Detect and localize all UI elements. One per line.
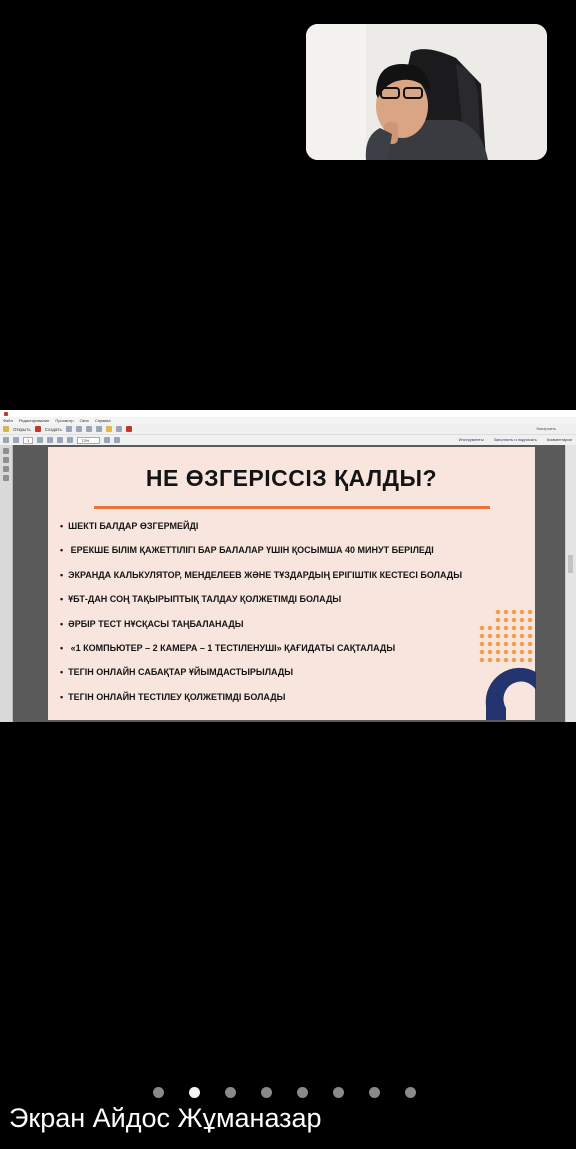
menu-file[interactable]: Файл [3, 418, 13, 423]
participant-name: Экран Айдос Жұманазар [9, 1103, 322, 1133]
gear-icon[interactable] [96, 426, 102, 432]
deco-dot [520, 626, 525, 631]
deco-dot [512, 618, 517, 623]
open-button[interactable]: Открыть [13, 426, 31, 432]
deco-dot [496, 618, 501, 623]
deco-dot [520, 618, 525, 623]
scrollbar-thumb[interactable] [568, 555, 573, 573]
deco-dot [496, 642, 501, 647]
stamp-icon[interactable] [116, 426, 122, 432]
bullet-item: • ТЕГІН ОНЛАЙН ТЕСТІЛЕУ ҚОЛЖЕТІМДІ БОЛАДЫ [60, 690, 462, 714]
bullet-item: • ЭКРАНДА КАЛЬКУЛЯТОР, МЕНДЕЛЕЕВ ЖӘНЕ ТҰЗДАРДЫҢ ЕРІГІШТІК КЕСТЕСІ БОЛАДЫ [60, 568, 462, 592]
menu-view[interactable]: Просмотр [55, 418, 74, 423]
save-icon[interactable] [66, 426, 72, 432]
deco-dot [504, 650, 509, 655]
window-title-bar [0, 410, 576, 417]
bullet-item: • ЕРЕКШЕ БІЛІМ ҚАЖЕТТІЛІГІ БАР БАЛАЛАР ҮШІН ҚОСЫМША 40 МИНУТ БЕРІЛЕДІ [60, 543, 462, 567]
deco-dot [488, 642, 493, 647]
deco-dot [496, 626, 501, 631]
page-dot[interactable] [189, 1087, 200, 1098]
email-icon[interactable] [86, 426, 92, 432]
page-dot[interactable] [153, 1087, 164, 1098]
bookmarks-icon[interactable] [3, 457, 9, 463]
deco-dot [496, 650, 501, 655]
navigation-pane [0, 445, 13, 722]
bullet-list [60, 519, 462, 714]
menu-help[interactable]: Справка [94, 418, 111, 423]
deco-dot [528, 618, 533, 623]
deco-dot [528, 610, 533, 615]
deco-dot [504, 626, 509, 631]
bullet-item: • ҰБТ-ДАН СОҢ ТАҚЫРЫПТЫҚ ТАЛДАУ ҚОЛЖЕТІМДІ БОЛАДЫ [60, 592, 462, 616]
deco-dot [504, 618, 509, 623]
menu-bar [0, 417, 576, 424]
deco-dot [520, 610, 525, 615]
deco-dot [504, 634, 509, 639]
sign-tab[interactable]: Заполнить и подписать [493, 437, 537, 442]
signature-icon[interactable] [3, 475, 9, 481]
deco-dot [512, 658, 517, 663]
bullet-item: • ШЕКТІ БАЛДАР ӨЗГЕРМЕЙДІ [60, 519, 462, 543]
deco-dot [504, 658, 509, 663]
deco-dot [528, 634, 533, 639]
deco-dot [528, 650, 533, 655]
title-underline [94, 506, 490, 509]
deco-dot [528, 642, 533, 647]
bullet-item: • ТЕГІН ОНЛАЙН САБАҚТАР ҰЙЫМДАСТЫРЫЛАДЫ [60, 665, 462, 689]
deco-dot [488, 626, 493, 631]
page-dot[interactable] [333, 1087, 344, 1098]
page-indicator [153, 1087, 416, 1098]
webcam-image [306, 24, 547, 160]
deco-dot [512, 634, 517, 639]
create-button[interactable]: Создать [44, 426, 62, 432]
customize-button[interactable]: Настроить [536, 426, 556, 431]
zoom-in-icon[interactable] [67, 437, 73, 443]
deco-dot [480, 658, 485, 663]
deco-dot [512, 626, 517, 631]
slide-title: НЕ ӨЗГЕРІССІЗ ҚАЛДЫ? [145, 465, 438, 491]
page-dot[interactable] [261, 1087, 272, 1098]
fit-width-icon[interactable] [114, 437, 120, 443]
deco-dot [512, 650, 517, 655]
page-dot[interactable] [405, 1087, 416, 1098]
thumbnails-icon[interactable] [3, 448, 9, 454]
tools-tab[interactable]: Инструменты [458, 437, 484, 442]
slide-decoration [470, 606, 536, 720]
deco-dot [528, 658, 533, 663]
bullet-item: • ӘРБІР ТЕСТ НҰСҚАСЫ ТАҢБАЛАНАДЫ [60, 617, 462, 641]
main-toolbar [0, 424, 576, 435]
vertical-scrollbar[interactable] [565, 445, 576, 722]
bullet-item: • «1 КОМПЬЮТЕР – 2 КАМЕРА – 1 ТЕСТІЛЕНУШІ» ҚАҒИДАТЫ САҚТАЛАДЫ [60, 641, 462, 665]
page-number-field[interactable]: 1 [23, 437, 33, 444]
page-dot[interactable] [225, 1087, 236, 1098]
print-icon[interactable] [76, 426, 82, 432]
deco-dot [488, 634, 493, 639]
deco-dot [480, 650, 485, 655]
comment-icon[interactable] [106, 426, 112, 432]
deco-dot [480, 634, 485, 639]
hand-tool-icon[interactable] [47, 437, 53, 443]
zoom-out-icon[interactable] [57, 437, 63, 443]
deco-dot [520, 658, 525, 663]
deco-dot [528, 626, 533, 631]
select-tool-icon[interactable] [37, 437, 43, 443]
deco-dot [520, 650, 525, 655]
deco-dot [480, 642, 485, 647]
attachment-icon[interactable] [3, 466, 9, 472]
deco-dot [496, 610, 501, 615]
open-icon [3, 426, 9, 432]
zoom-select[interactable]: 72% [77, 437, 100, 444]
page-dot[interactable] [297, 1087, 308, 1098]
deco-dot [520, 642, 525, 647]
deco-dot [520, 634, 525, 639]
deco-dot [488, 658, 493, 663]
create-icon [35, 426, 41, 432]
deco-dot [496, 658, 501, 663]
prev-page-icon[interactable] [3, 437, 9, 443]
comment-tab[interactable]: Комментарии [546, 437, 572, 442]
menu-edit[interactable]: Редактирование [18, 418, 50, 423]
slide-page [48, 447, 535, 720]
menu-window[interactable]: Окно [79, 418, 89, 423]
deco-dot [504, 610, 509, 615]
deco-dot [512, 642, 517, 647]
app-icon [4, 412, 8, 416]
share-icon[interactable] [126, 426, 132, 432]
page-dot[interactable] [369, 1087, 380, 1098]
deco-dot [488, 650, 493, 655]
deco-dot [480, 626, 485, 631]
fit-page-icon[interactable] [104, 437, 110, 443]
deco-dot [504, 642, 509, 647]
deco-dot [496, 634, 501, 639]
participant-video[interactable] [306, 24, 547, 160]
next-page-icon[interactable] [13, 437, 19, 443]
deco-dot [512, 610, 517, 615]
